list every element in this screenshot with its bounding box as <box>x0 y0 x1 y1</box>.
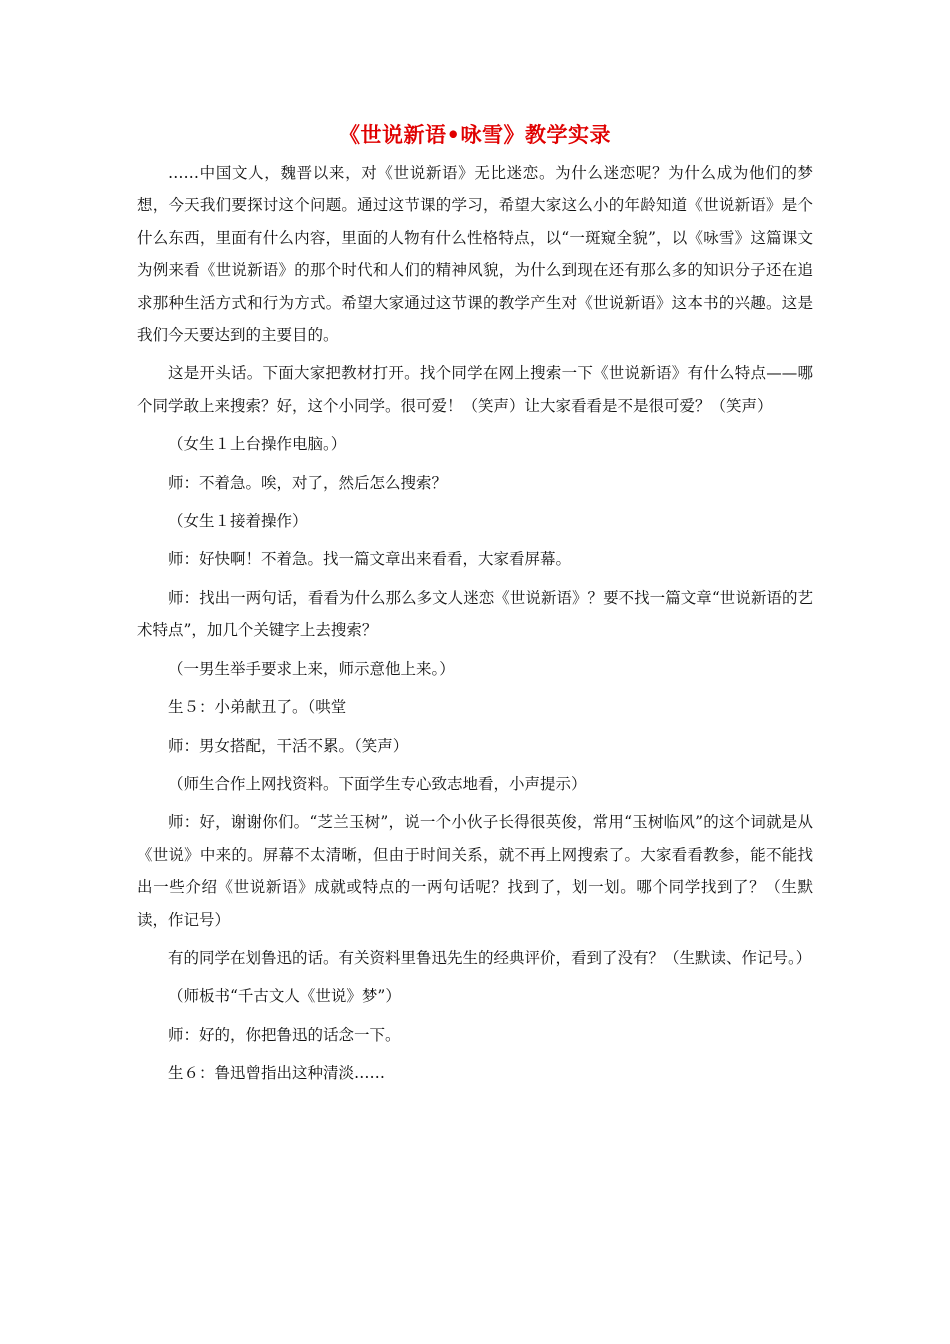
document-body <box>137 157 813 1090</box>
paragraph-stage-direction: （师板书“千古文人《世说》梦”） <box>168 987 401 1006</box>
paragraph-student: 生５：小弟献丑了。（哄堂 <box>168 698 347 717</box>
document-title: 《世说新语•咏雪》教学实录 <box>339 122 611 147</box>
paragraph-teacher: 师：男女搭配，干活不累。（笑声） <box>168 736 409 755</box>
paragraph-teacher: 师：找出一两句话，看看为什么那么多文人迷恋《世说新语》？要不找一篇文章“世说新语的艺术特点”，加几个关键字上去搜索？ <box>137 588 813 640</box>
paragraph-intro: ……中国文人，魏晋以来，对《世说新语》无比迷恋。为什么迷恋呢？为什么成为他们的梦想，今天我们要探讨这个问题。通过这节课的学习，希望大家这么小的年龄知道《世说新语》是个什么东西，里面有什么内容，里面的人物有什么性格特点，以“一斑窥全貌”，以《咏雪》这篇课文为例来看《世说新语》的那个时代和人们的精神风貌，为什么到现在还有那么多的知识分子还在追求那种生活方式和行为方式。希望大家通过这节课的教学产生对《世说新语》这本书的兴趣。这是我们今天要达到的主要目的。 <box>137 164 813 345</box>
paragraph-teacher: 师：不着急。唉，对了，然后怎么搜索？ <box>168 473 448 492</box>
paragraph-stage-direction: （女生１接着操作） <box>168 512 308 531</box>
paragraph-stage-direction: （女生１上台操作电脑。） <box>168 435 347 454</box>
paragraph-teacher: 有的同学在划鲁迅的话。有关资料里鲁迅先生的经典评价，看到了没有？（生默读、作记号。） <box>168 948 812 967</box>
paragraph-teacher: 师：好的，你把鲁迅的话念一下。 <box>168 1025 401 1044</box>
paragraph-stage-direction: （一男生举手要求上来，师示意他上来。） <box>168 659 455 678</box>
paragraph-student: 生６：鲁迅曾指出这种清淡…… <box>168 1064 386 1083</box>
paragraph-teacher: 师：好，谢谢你们。“芝兰玉树”，说一个小伙子长得很英俊，常用“玉树临风”的这个词就是从《世说》中来的。屏幕不太清晰，但由于时间关系，就不再上网搜索了。大家看看教参，能不能找出一些介绍《世说新语》成就或特点的一两句话呢？找到了，划一划。哪个同学找到了？（生默读，作记号） <box>137 813 813 929</box>
paragraph-teacher: 师：好快啊！不着急。找一篇文章出来看看，大家看屏幕。 <box>168 550 572 569</box>
paragraph-opening: 这是开头话。下面大家把教材打开。找个同学在网上搜索一下《世说新语》有什么特点——哪个同学敢上来搜索？好，这个小同学。很可爱！（笑声）让大家看看是不是很可爱？（笑声） <box>137 364 813 415</box>
paragraph-stage-direction: （师生合作上网找资料。下面学生专心致志地看，小声提示） <box>168 774 587 793</box>
